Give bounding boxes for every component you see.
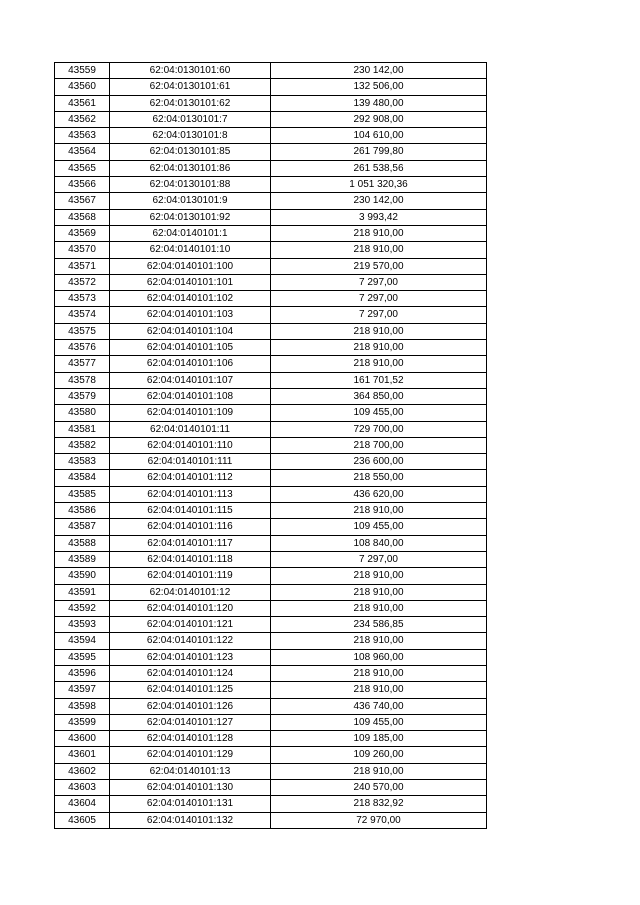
cadastral-number-cell: 62:04:0140101:131 (110, 796, 271, 812)
row-id-cell: 43581 (55, 421, 110, 437)
row-id-cell: 43590 (55, 568, 110, 584)
table-body (55, 63, 487, 829)
table-row (55, 421, 487, 437)
table-row (55, 63, 487, 79)
cadastral-number-cell: 62:04:0140101:124 (110, 665, 271, 681)
table-row (55, 323, 487, 339)
table-row (55, 225, 487, 241)
cadastral-number-cell: 62:04:0130101:60 (110, 63, 271, 79)
cadastral-number-cell: 62:04:0140101:104 (110, 323, 271, 339)
table-row (55, 665, 487, 681)
cadastral-number-cell: 62:04:0140101:103 (110, 307, 271, 323)
table-row (55, 714, 487, 730)
cadastral-number-cell: 62:04:0130101:85 (110, 144, 271, 160)
row-id-cell: 43585 (55, 486, 110, 502)
cadastral-number-cell: 62:04:0140101:121 (110, 617, 271, 633)
value-cell: 109 185,00 (271, 731, 487, 747)
table-row (55, 356, 487, 372)
table-row (55, 111, 487, 127)
cadastral-number-cell: 62:04:0140101:105 (110, 340, 271, 356)
row-id-cell: 43605 (55, 812, 110, 828)
row-id-cell: 43575 (55, 323, 110, 339)
value-cell: 261 799,80 (271, 144, 487, 160)
table-row (55, 128, 487, 144)
row-id-cell: 43582 (55, 437, 110, 453)
table-row (55, 486, 487, 502)
row-id-cell: 43580 (55, 405, 110, 421)
value-cell: 1 051 320,36 (271, 177, 487, 193)
row-id-cell: 43589 (55, 551, 110, 567)
table-row (55, 584, 487, 600)
value-cell: 7 297,00 (271, 307, 487, 323)
value-cell: 436 620,00 (271, 486, 487, 502)
cadastral-number-cell: 62:04:0140101:12 (110, 584, 271, 600)
row-id-cell: 43574 (55, 307, 110, 323)
row-id-cell: 43592 (55, 600, 110, 616)
cadastral-value-table (54, 62, 487, 829)
cadastral-number-cell: 62:04:0130101:92 (110, 209, 271, 225)
row-id-cell: 43559 (55, 63, 110, 79)
table-row (55, 747, 487, 763)
row-id-cell: 43584 (55, 470, 110, 486)
cadastral-number-cell: 62:04:0130101:86 (110, 160, 271, 176)
table-row (55, 209, 487, 225)
table-row (55, 763, 487, 779)
table-row (55, 340, 487, 356)
cadastral-number-cell: 62:04:0140101:118 (110, 551, 271, 567)
row-id-cell: 43602 (55, 763, 110, 779)
cadastral-number-cell: 62:04:0130101:8 (110, 128, 271, 144)
row-id-cell: 43566 (55, 177, 110, 193)
value-cell: 72 970,00 (271, 812, 487, 828)
value-cell: 436 740,00 (271, 698, 487, 714)
row-id-cell: 43567 (55, 193, 110, 209)
value-cell: 104 610,00 (271, 128, 487, 144)
row-id-cell: 43583 (55, 454, 110, 470)
cadastral-number-cell: 62:04:0140101:110 (110, 437, 271, 453)
row-id-cell: 43601 (55, 747, 110, 763)
table-row (55, 274, 487, 290)
table-row (55, 503, 487, 519)
table-row (55, 568, 487, 584)
value-cell: 7 297,00 (271, 291, 487, 307)
cadastral-number-cell: 62:04:0140101:1 (110, 225, 271, 241)
cadastral-number-cell: 62:04:0140101:106 (110, 356, 271, 372)
value-cell: 7 297,00 (271, 551, 487, 567)
row-id-cell: 43568 (55, 209, 110, 225)
table-row (55, 780, 487, 796)
table-row (55, 79, 487, 95)
value-cell: 219 570,00 (271, 258, 487, 274)
value-cell: 292 908,00 (271, 111, 487, 127)
row-id-cell: 43598 (55, 698, 110, 714)
cadastral-number-cell: 62:04:0140101:123 (110, 649, 271, 665)
row-id-cell: 43570 (55, 242, 110, 258)
row-id-cell: 43591 (55, 584, 110, 600)
table-row (55, 698, 487, 714)
table-row (55, 307, 487, 323)
value-cell: 364 850,00 (271, 388, 487, 404)
row-id-cell: 43569 (55, 225, 110, 241)
row-id-cell: 43588 (55, 535, 110, 551)
cadastral-number-cell: 62:04:0140101:129 (110, 747, 271, 763)
value-cell: 218 832,92 (271, 796, 487, 812)
row-id-cell: 43564 (55, 144, 110, 160)
value-cell: 261 538,56 (271, 160, 487, 176)
value-cell: 218 910,00 (271, 568, 487, 584)
value-cell: 218 910,00 (271, 340, 487, 356)
table-row (55, 405, 487, 421)
cadastral-number-cell: 62:04:0140101:10 (110, 242, 271, 258)
row-id-cell: 43586 (55, 503, 110, 519)
table-row (55, 372, 487, 388)
cadastral-number-cell: 62:04:0130101:62 (110, 95, 271, 111)
table-row (55, 682, 487, 698)
cadastral-number-cell: 62:04:0140101:113 (110, 486, 271, 502)
row-id-cell: 43593 (55, 617, 110, 633)
table-row (55, 177, 487, 193)
table-row (55, 551, 487, 567)
row-id-cell: 43560 (55, 79, 110, 95)
cadastral-number-cell: 62:04:0140101:109 (110, 405, 271, 421)
cadastral-number-cell: 62:04:0140101:111 (110, 454, 271, 470)
table-row (55, 242, 487, 258)
value-cell: 218 910,00 (271, 600, 487, 616)
cadastral-number-cell: 62:04:0130101:7 (110, 111, 271, 127)
cadastral-number-cell: 62:04:0140101:102 (110, 291, 271, 307)
value-cell: 218 910,00 (271, 356, 487, 372)
row-id-cell: 43579 (55, 388, 110, 404)
value-cell: 109 260,00 (271, 747, 487, 763)
row-id-cell: 43600 (55, 731, 110, 747)
cadastral-number-cell: 62:04:0140101:130 (110, 780, 271, 796)
table-row (55, 600, 487, 616)
value-cell: 218 910,00 (271, 323, 487, 339)
row-id-cell: 43572 (55, 274, 110, 290)
cadastral-number-cell: 62:04:0140101:132 (110, 812, 271, 828)
value-cell: 218 910,00 (271, 682, 487, 698)
table-row (55, 633, 487, 649)
cadastral-number-cell: 62:04:0140101:128 (110, 731, 271, 747)
value-cell: 218 910,00 (271, 225, 487, 241)
table-row (55, 519, 487, 535)
value-cell: 218 910,00 (271, 763, 487, 779)
row-id-cell: 43595 (55, 649, 110, 665)
cadastral-number-cell: 62:04:0140101:126 (110, 698, 271, 714)
row-id-cell: 43562 (55, 111, 110, 127)
table-row (55, 291, 487, 307)
value-cell: 108 840,00 (271, 535, 487, 551)
row-id-cell: 43565 (55, 160, 110, 176)
table-row (55, 144, 487, 160)
cadastral-number-cell: 62:04:0140101:119 (110, 568, 271, 584)
value-cell: 218 910,00 (271, 584, 487, 600)
table-row (55, 160, 487, 176)
row-id-cell: 43578 (55, 372, 110, 388)
cadastral-number-cell: 62:04:0140101:13 (110, 763, 271, 779)
cadastral-number-cell: 62:04:0140101:11 (110, 421, 271, 437)
cadastral-number-cell: 62:04:0140101:122 (110, 633, 271, 649)
value-cell: 139 480,00 (271, 95, 487, 111)
cadastral-number-cell: 62:04:0140101:116 (110, 519, 271, 535)
table-row (55, 193, 487, 209)
value-cell: 218 700,00 (271, 437, 487, 453)
cadastral-number-cell: 62:04:0140101:125 (110, 682, 271, 698)
row-id-cell: 43576 (55, 340, 110, 356)
value-cell: 218 550,00 (271, 470, 487, 486)
cadastral-number-cell: 62:04:0140101:112 (110, 470, 271, 486)
cadastral-number-cell: 62:04:0130101:9 (110, 193, 271, 209)
value-cell: 230 142,00 (271, 193, 487, 209)
table-row (55, 812, 487, 828)
row-id-cell: 43577 (55, 356, 110, 372)
value-cell: 218 910,00 (271, 242, 487, 258)
cadastral-number-cell: 62:04:0140101:108 (110, 388, 271, 404)
cadastral-number-cell: 62:04:0140101:101 (110, 274, 271, 290)
value-cell: 109 455,00 (271, 405, 487, 421)
table-row (55, 454, 487, 470)
row-id-cell: 43597 (55, 682, 110, 698)
value-cell: 236 600,00 (271, 454, 487, 470)
cadastral-number-cell: 62:04:0140101:107 (110, 372, 271, 388)
value-cell: 218 910,00 (271, 503, 487, 519)
table-row (55, 649, 487, 665)
table-row (55, 617, 487, 633)
cadastral-number-cell: 62:04:0140101:117 (110, 535, 271, 551)
row-id-cell: 43596 (55, 665, 110, 681)
row-id-cell: 43573 (55, 291, 110, 307)
value-cell: 108 960,00 (271, 649, 487, 665)
table-row (55, 258, 487, 274)
row-id-cell: 43561 (55, 95, 110, 111)
value-cell: 240 570,00 (271, 780, 487, 796)
row-id-cell: 43571 (55, 258, 110, 274)
cadastral-number-cell: 62:04:0130101:61 (110, 79, 271, 95)
row-id-cell: 43603 (55, 780, 110, 796)
table-row (55, 388, 487, 404)
value-cell: 7 297,00 (271, 274, 487, 290)
cadastral-number-cell: 62:04:0140101:115 (110, 503, 271, 519)
table-row (55, 535, 487, 551)
value-cell: 109 455,00 (271, 714, 487, 730)
value-cell: 161 701,52 (271, 372, 487, 388)
table-row (55, 796, 487, 812)
row-id-cell: 43587 (55, 519, 110, 535)
table-row (55, 731, 487, 747)
table-row (55, 95, 487, 111)
value-cell: 109 455,00 (271, 519, 487, 535)
table-row (55, 470, 487, 486)
value-cell: 218 910,00 (271, 633, 487, 649)
cadastral-number-cell: 62:04:0140101:127 (110, 714, 271, 730)
table-row (55, 437, 487, 453)
cadastral-number-cell: 62:04:0140101:120 (110, 600, 271, 616)
cadastral-number-cell: 62:04:0140101:100 (110, 258, 271, 274)
value-cell: 132 506,00 (271, 79, 487, 95)
value-cell: 230 142,00 (271, 63, 487, 79)
cadastral-number-cell: 62:04:0130101:88 (110, 177, 271, 193)
value-cell: 234 586,85 (271, 617, 487, 633)
value-cell: 218 910,00 (271, 665, 487, 681)
value-cell: 729 700,00 (271, 421, 487, 437)
row-id-cell: 43604 (55, 796, 110, 812)
row-id-cell: 43599 (55, 714, 110, 730)
value-cell: 3 993,42 (271, 209, 487, 225)
row-id-cell: 43594 (55, 633, 110, 649)
row-id-cell: 43563 (55, 128, 110, 144)
